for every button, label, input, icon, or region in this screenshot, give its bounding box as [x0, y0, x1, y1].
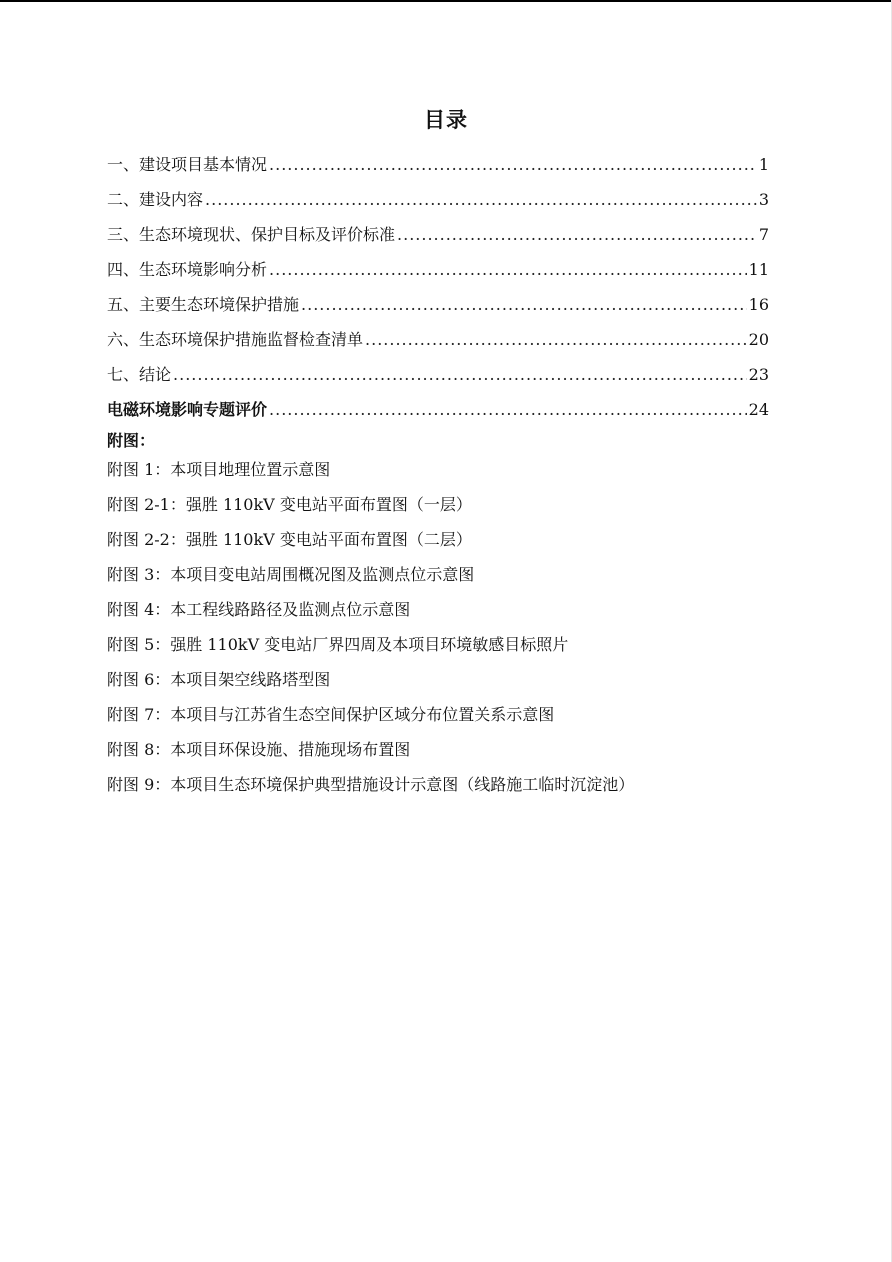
- toc-entry-3[interactable]: [107, 217, 769, 252]
- dot-leader: [205, 182, 757, 217]
- dot-leader: [269, 147, 757, 182]
- toc-entry-8[interactable]: [107, 392, 769, 427]
- appendix-item-7[interactable]: 附图 7：本项目与江苏省生态空间保护区域分布位置关系示意图: [107, 705, 555, 724]
- toc-entry-page: 23: [748, 365, 769, 384]
- toc-entry-2[interactable]: [107, 182, 769, 217]
- appendix-item-2-1[interactable]: 附图 2-1：强胜 110kV 变电站平面布置图（一层）: [107, 495, 472, 514]
- toc-entry-page: 24: [748, 400, 769, 419]
- page-title: 目录: [424, 107, 468, 132]
- toc-entry-7[interactable]: [107, 357, 769, 392]
- dot-leader: [301, 287, 747, 322]
- dot-leader: [397, 217, 757, 252]
- toc-entry-page: 11: [748, 260, 769, 279]
- dot-leader: [269, 392, 747, 427]
- appendix-list: [107, 430, 807, 802]
- toc-entry-page: 20: [748, 330, 769, 349]
- toc-entry-page: 7: [758, 225, 769, 244]
- toc-entry-label: 六、生态环境保护措施监督检查清单: [107, 330, 364, 349]
- table-of-contents: [107, 147, 769, 427]
- toc-entry-label: 五、主要生态环境保护措施: [107, 295, 300, 314]
- toc-entry-label: 七、结论: [107, 365, 172, 384]
- toc-entry-4[interactable]: [107, 252, 769, 287]
- toc-entry-page: 3: [758, 190, 769, 209]
- dot-leader: [173, 357, 747, 392]
- appendix-item-2-2[interactable]: 附图 2-2：强胜 110kV 变电站平面布置图（二层）: [107, 530, 472, 549]
- appendix-item-5[interactable]: 附图 5：强胜 110kV 变电站厂界四周及本项目环境敏感目标照片: [107, 635, 569, 654]
- dot-leader: [269, 252, 747, 287]
- toc-entry-label: 四、生态环境影响分析: [107, 260, 268, 279]
- appendix-item-1[interactable]: 附图 1：本项目地理位置示意图: [107, 460, 331, 479]
- toc-entry-5[interactable]: [107, 287, 769, 322]
- toc-entry-label: 二、建设内容: [107, 190, 204, 209]
- toc-entry-page: 1: [758, 155, 769, 174]
- dot-leader: [365, 322, 747, 357]
- appendix-item-6[interactable]: 附图 6：本项目架空线路塔型图: [107, 670, 331, 689]
- toc-entry-6[interactable]: [107, 322, 769, 357]
- appendix-heading: 附图：: [107, 431, 156, 450]
- toc-entry-label: 电磁环境影响专题评价: [107, 400, 268, 419]
- appendix-item-9[interactable]: 附图 9：本项目生态环境保护典型措施设计示意图（线路施工临时沉淀池）: [107, 775, 635, 794]
- toc-entry-label: 三、生态环境现状、保护目标及评价标准: [107, 225, 396, 244]
- appendix-item-8[interactable]: 附图 8：本项目环保设施、措施现场布置图: [107, 740, 411, 759]
- page-top-border: [0, 0, 892, 2]
- appendix-item-4[interactable]: 附图 4：本工程线路路径及监测点位示意图: [107, 600, 411, 619]
- toc-entry-label: 一、建设项目基本情况: [107, 155, 268, 174]
- toc-entry-page: 16: [748, 295, 769, 314]
- appendix-item-3[interactable]: 附图 3：本项目变电站周围概况图及监测点位示意图: [107, 565, 475, 584]
- toc-entry-1[interactable]: [107, 147, 769, 182]
